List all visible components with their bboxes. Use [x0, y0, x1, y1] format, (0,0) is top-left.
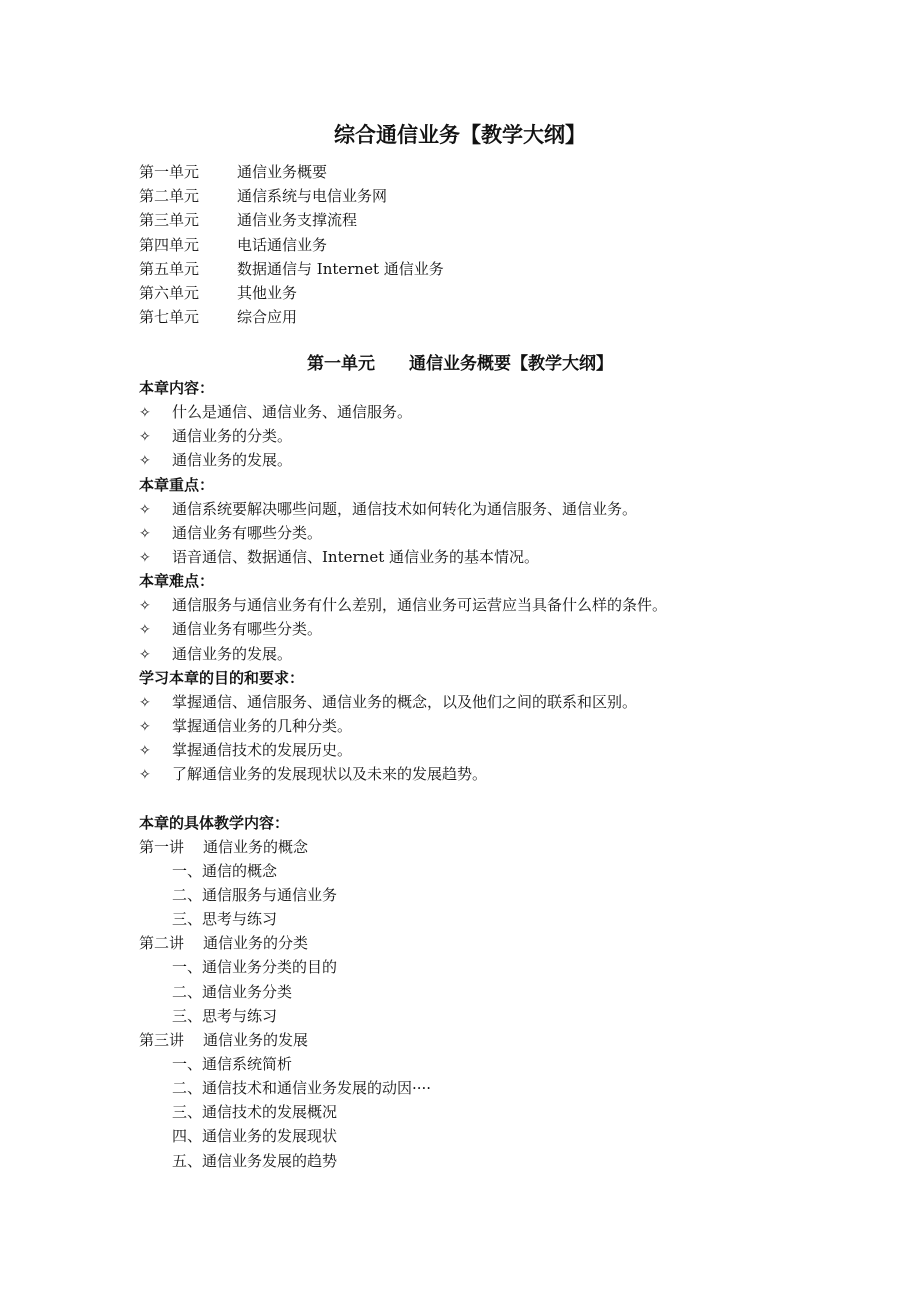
unit-topic: 综合应用 — [237, 308, 298, 327]
unit-list-item — [139, 281, 444, 305]
bullet-item — [139, 424, 839, 448]
lecture-label: 第三讲 — [139, 1030, 185, 1049]
bullet-text: 通信系统要解决哪些问题，通信技术如何转化为通信服务、通信业务。 — [172, 499, 638, 518]
bullet-item — [139, 497, 839, 521]
bullet-text: 掌握通信、通信服务、通信业务的概念，以及他们之间的联系和区别。 — [172, 692, 638, 711]
lecture-subitem: 一、通信的概念 — [172, 861, 278, 880]
lecture-label: 第一讲 — [139, 837, 185, 856]
unit-number: 第二单元 — [139, 187, 200, 206]
unit-number: 第一单元 — [139, 163, 200, 181]
bullet-diamond-icon: ✧ — [139, 549, 151, 566]
lecture-label: 第二讲 — [139, 934, 185, 953]
bullet-text: 掌握通信业务的几种分类。 — [172, 716, 353, 735]
section-heading: 本章内容： — [139, 379, 215, 397]
lecture-subitem: 一、通信业务分类的目的 — [172, 958, 338, 977]
unit-number: 第七单元 — [139, 308, 200, 327]
lecture-heading — [139, 931, 839, 955]
bullet-diamond-icon: ✧ — [139, 694, 151, 711]
unit-topic: 电话通信业务 — [237, 235, 328, 254]
unit-list-item — [139, 160, 444, 184]
bullet-diamond-icon: ✧ — [139, 646, 151, 663]
unit-list-item — [139, 184, 444, 208]
bullet-text: 通信服务与通信业务有什么差别，通信业务可运营应当具备什么样的条件。 — [172, 596, 668, 615]
bullet-item — [139, 617, 839, 641]
unit-list-item — [139, 208, 444, 232]
bullet-item — [139, 762, 839, 786]
unit-topic: 通信业务概要 — [237, 163, 328, 181]
lecture-subitem: 三、思考与练习 — [172, 910, 278, 929]
unit-list-item — [139, 305, 444, 329]
bullet-item — [139, 738, 839, 762]
lecture-subitem: 五、通信业务发展的趋势 — [172, 1151, 338, 1170]
bullet-item — [139, 448, 839, 472]
bullet-text: 通信业务的分类。 — [172, 427, 293, 446]
lecture-title: 通信业务的发展 — [203, 1030, 309, 1049]
unit-one-title: 第一单元 通信业务概要【教学大纲】 — [307, 354, 613, 374]
lecture-heading — [139, 835, 839, 859]
bullet-item — [139, 521, 839, 545]
content-heading: 本章的具体教学内容： — [139, 813, 290, 832]
unit-topic: 通信系统与电信业务网 — [237, 187, 388, 206]
lecture-subitem: 二、通信业务分类 — [172, 982, 293, 1001]
bullet-text: 通信业务的发展。 — [172, 644, 293, 663]
unit-number: 第六单元 — [139, 283, 200, 302]
bullet-diamond-icon: ✧ — [139, 525, 151, 542]
unit-topic: 通信业务支撑流程 — [237, 211, 358, 230]
bullet-diamond-icon: ✧ — [139, 743, 151, 760]
lecture-subitem: 二、通信服务与通信业务 — [172, 885, 338, 904]
section-heading: 本章重点： — [139, 475, 215, 494]
bullet-item — [139, 642, 839, 666]
unit-number: 第五单元 — [139, 259, 200, 278]
lecture-heading — [139, 1028, 839, 1052]
bullet-text: 了解通信业务的发展现状以及未来的发展趋势。 — [172, 765, 488, 784]
bullet-diamond-icon: ✧ — [139, 405, 151, 422]
bullet-text: 通信业务的发展。 — [172, 451, 293, 470]
blank-line — [139, 786, 839, 810]
bullet-item — [139, 593, 839, 617]
bullet-item — [139, 690, 839, 714]
bullet-item — [139, 400, 839, 424]
unit-list-item — [139, 233, 444, 257]
unit-number: 第四单元 — [139, 235, 200, 254]
section-heading: 本章难点： — [139, 572, 215, 591]
section-heading: 学习本章的目的和要求： — [139, 668, 305, 687]
bullet-item — [139, 545, 839, 569]
bullet-text: 通信业务有哪些分类。 — [172, 523, 323, 542]
bullet-diamond-icon: ✧ — [139, 598, 151, 615]
unit-list-item — [139, 257, 444, 281]
unit-topic: 其他业务 — [237, 283, 298, 302]
bullet-item — [139, 714, 839, 738]
lecture-title: 通信业务的分类 — [203, 934, 309, 953]
bullet-diamond-icon: ✧ — [139, 718, 151, 735]
bullet-diamond-icon: ✧ — [139, 622, 151, 639]
lecture-subitem: 三、思考与练习 — [172, 1006, 278, 1025]
bullet-diamond-icon: ✧ — [139, 429, 151, 446]
lecture-subitem: 一、通信系统简析 — [172, 1054, 293, 1073]
bullet-diamond-icon: ✧ — [139, 453, 151, 470]
document-title: 综合通信业务【教学大纲】 — [334, 122, 586, 147]
bullet-diamond-icon: ✧ — [139, 767, 151, 784]
bullet-diamond-icon: ✧ — [139, 501, 151, 518]
unit-one-body — [139, 376, 839, 1173]
bullet-text: 通信业务有哪些分类。 — [172, 620, 323, 639]
lecture-subitem: 三、通信技术的发展概况 — [172, 1103, 338, 1122]
bullet-text: 语音通信、数据通信、Internet 通信业务的基本情况。 — [172, 547, 539, 566]
unit-list — [139, 160, 444, 329]
lecture-title: 通信业务的概念 — [203, 837, 309, 856]
lecture-subitem: 四、通信业务的发展现状 — [172, 1127, 338, 1146]
unit-number: 第三单元 — [139, 211, 200, 230]
unit-topic: 数据通信与 Internet 通信业务 — [237, 259, 444, 278]
bullet-text: 什么是通信、通信业务、通信服务。 — [172, 403, 413, 422]
lecture-subitem: 二、通信技术和通信业务发展的动因···· — [172, 1079, 432, 1098]
bullet-text: 掌握通信技术的发展历史。 — [172, 741, 353, 760]
